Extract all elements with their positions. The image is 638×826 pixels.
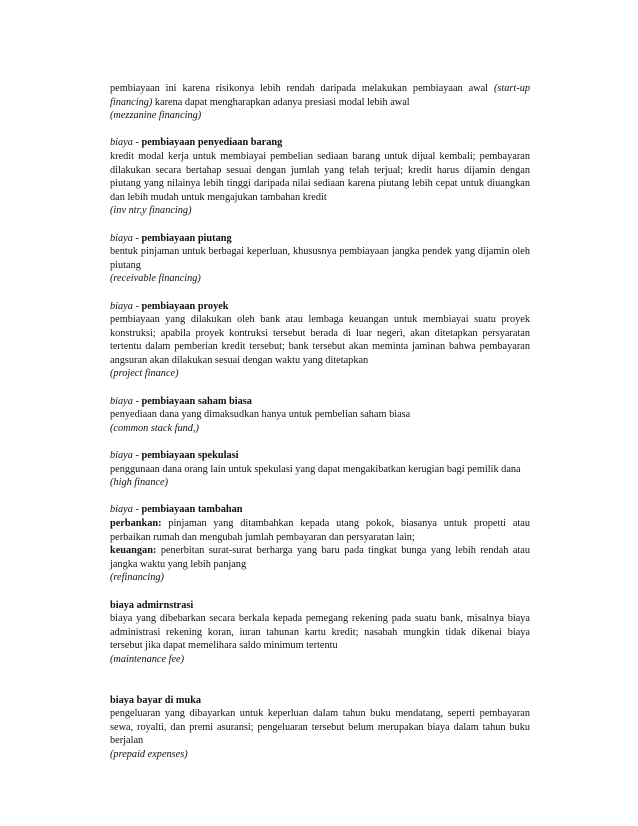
sense-label: keuangan: [110, 545, 157, 557]
entry-term: (maintenance fee) [110, 653, 185, 665]
entry-spekulasi [110, 449, 530, 490]
entry-body: pengeluaran yang dibayarkan untuk keperluan dalam tahun buku mendatang, seperti pembayaran sewa, royalti, dan premi asuransi; pengeluaran tersebut belum merupakan biaya dalam tahun buku berjalan [110, 708, 530, 747]
entry-prefix: biaya [110, 450, 133, 462]
entry-heading: biaya - pembiayaan proyek [110, 300, 229, 312]
entry-prefix: biaya [110, 504, 133, 516]
entry-body: kredit modal kerja untuk membiayai pembelian sediaan barang untuk dijual kembali; pembayaran dilakukan secara bertahap sesuai dengan jumlah yang telah terjual; kredit harus dijamin dengan piutang yang nilainya lebih tinggi daripada nilai sediaan karena piutang lebih cepat untuk diuangkan dan lebih mudah untuk mengajukan tambahan kredit [110, 150, 530, 203]
entry-prefix: biaya [110, 137, 133, 149]
sense-perbankan [110, 517, 530, 544]
intro-italic-term: (start-up financing) [110, 83, 530, 108]
entry-term: (project finance) [110, 368, 179, 380]
entry-term: (common stack fund,) [110, 422, 199, 434]
entry-title: pembiayaan tambahan [141, 504, 243, 516]
entry-title: pembiayaan proyek [141, 300, 229, 312]
entry-title: pembiayaan spekulasi [141, 450, 239, 462]
entry-term: (prepaid expenses) [110, 748, 188, 760]
entry-prefix: biaya [110, 395, 133, 407]
entry-title: pembiayaan penyediaan barang [141, 137, 283, 149]
intro-text: pembiayaan ini karena risikonya lebih rendah daripada melakukan pembiayaan awal [110, 83, 489, 94]
entry-term: (inv ntr,y financing) [110, 205, 192, 217]
sense-label: perbankan: [110, 518, 162, 529]
entry-term: (high finance) [110, 477, 169, 489]
entry-title: biaya bayar di muka [110, 694, 202, 706]
entry-tambahan [110, 503, 530, 585]
entry-piutang [110, 232, 530, 286]
entry-saham-biasa [110, 395, 530, 436]
entry-body: bentuk pinjaman untuk berbagai keperluan, khususnya pembiayaan jangka pendek yang dijamin oleh piutang [110, 246, 530, 271]
entry-administrasi [110, 599, 530, 667]
entry-heading: biaya - pembiayaan penyediaan barang [110, 137, 283, 149]
entry-title: pembiayaan piutang [141, 232, 232, 244]
entry-prefix: biaya [110, 232, 133, 244]
intro-text-b: karena dapat mengharapkan adanya presiasi modal lebih awal [154, 96, 410, 108]
entry-body: penyediaan dana yang dimaksudkan hanya untuk pembelian saham biasa [110, 409, 411, 421]
entry-prefix: biaya [110, 300, 133, 312]
entry-bayar-di-muka [110, 694, 530, 762]
entry-body: penggunaan dana orang lain untuk spekulasi yang dapat mengakibatkan kerugian bagi pemilik dana [110, 463, 521, 475]
entry-penyediaan-barang [110, 136, 530, 218]
entry-title: biaya admirnstrasi [110, 599, 194, 611]
entry-term: (refinancing) [110, 572, 164, 584]
entry-heading: biaya - pembiayaan spekulasi [110, 450, 239, 462]
document-page [110, 82, 530, 775]
entry-proyek [110, 300, 530, 382]
intro-term: (mezzanine financing) [110, 110, 202, 122]
entry-body: pembiayaan yang dilakukan oleh bank atau lembaga keuangan untuk membiayai suatu proyek konstruksi; apabila proyek kontruksi tersebut berada di luar negeri, akan ditetapkan persyaratan tertentu dalam pemberian kredit tersebut; bank tersebut akan meminta jaminan bahwa pembayaran angsuran akan dilakukan sesuai dengan waktu yang ditetapkan [110, 314, 530, 366]
entry-title: pembiayaan saham biasa [141, 395, 252, 407]
intro-body [110, 82, 530, 109]
entry-heading: biaya - pembiayaan tambahan [110, 504, 243, 516]
entry-body: biaya yang dibebarkan secara berkala kepada pemegang rekening pada suatu bank, misalnya biaya administrasi rekening koran, iuran tahunan kartu kredit; nasabah mungkin tidak dikenai biaya tersebut jika dapat memelihara saldo minimum tertentu [110, 613, 530, 652]
sense-keuangan [110, 544, 530, 571]
entry-term: (receivable financing) [110, 273, 201, 285]
sense-body: pinjaman yang ditambahkan kepada utang pokok, biasanya untuk propetti atau perbaikan rumah dan mengubah jumlah pembayaran dan persyaratan lain; [110, 518, 530, 543]
sense-body: penerbitan surat-surat berharga yang baru pada tingkat bunga yang lebih rendah atau jangka waktu yang lebih panjang [110, 545, 530, 570]
entry-heading: biaya - pembiayaan piutang [110, 232, 232, 244]
entry-heading: biaya - pembiayaan saham biasa [110, 395, 252, 407]
intro-entry [110, 82, 530, 123]
